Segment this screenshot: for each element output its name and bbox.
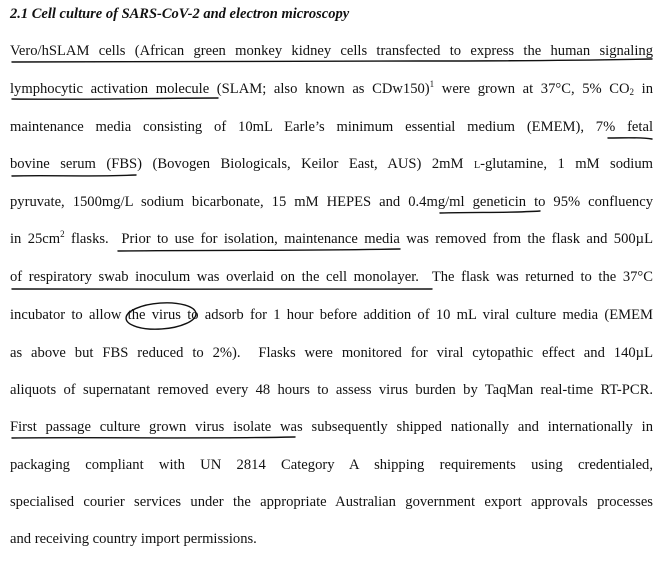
underline-stroke [12,289,432,290]
underline-stroke [12,98,218,99]
paragraph-line: Vero/hSLAM cells (African green monkey kidney cells transfected to express the human signaling [10,43,653,59]
underline-stroke [608,138,652,139]
paragraph-line: pyruvate, 1500mg/L sodium bicarbonate, 15 mM HEPES and 0.4mg/ml geneticin to 95% confluency [10,194,653,210]
paragraph-line: aliquots of supernatant removed every 48 hours to assess virus burden by TaqMan real-time RT-PCR. [10,382,653,398]
paragraph-line: bovine serum (FBS) (Bovogen Biologicals, Keilor East, AUS) 2mM l-glutamine, 1 mM sodium [10,156,653,172]
underline-stroke [12,437,295,438]
paragraph-line: of respiratory swab inoculum was overlaid on the cell monolayer. The flask was returned to the 37°C [10,269,653,285]
paragraph-line: packaging compliant with UN 2814 Category A shipping requirements using credentialed, [10,457,653,473]
paragraph-line: specialised courier services under the appropriate Australian government export approvals processes [10,494,653,510]
underline-stroke [118,249,400,251]
underline-stroke [440,211,540,213]
paragraph-line: as above but FBS reduced to 2%). Flasks were monitored for viral cytopathic effect and 140µL [10,345,653,361]
section-heading: 2.1 Cell culture of SARS-CoV-2 and electron microscopy [10,6,350,22]
paragraph-line: lymphocytic activation molecule (SLAM; also known as CDw150)$^1$ were grown at 37°C, 5% $CO_2$ in [10,79,654,97]
paragraph-line: and receiving country import permissions. [10,531,257,547]
underline-stroke [12,175,136,176]
paragraph-line: incubator to allow the virus to adsorb for 1 hour before addition of 10 mL viral culture media (EMEM [10,307,653,323]
paragraph-line: First passage culture grown virus isolate was subsequently shipped nationally and internationally in [10,419,653,435]
paragraph-line: in $25cm^2$ flasks. Prior to use for isolation, maintenance media was removed from the flask and 500µL [10,229,653,247]
paragraph-line: maintenance media consisting of 10mL Earle’s minimum essential medium (EMEM), 7% fetal [10,119,653,135]
